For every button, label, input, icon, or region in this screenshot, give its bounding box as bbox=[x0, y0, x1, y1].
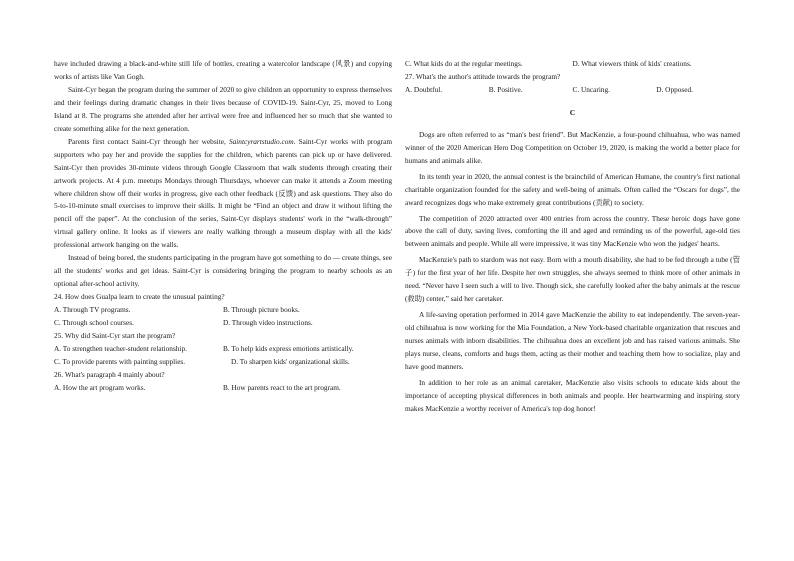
option-d[interactable]: D. To sharpen kids' organizational skills. bbox=[231, 356, 350, 366]
passage-paragraph: A life-saving operation performed in 2014 gave MacKenzie the ability to eat independently. The seven-year-old chihuahua is now working for the Mia Foundation, a New York-based charitable organization that rescues and nurses animals with inborn disabilities. The chihuahua does an excellent job and has raised various animals. She plays nurse, cleans, comforts and hugs them, acting as their mother and teaching them how to socialize, play and have good manners. bbox=[405, 310, 740, 372]
passage-paragraph: The competition of 2020 attracted over 400 entries from across the country. These heroic dogs have gone above the call of duty, saving lives, comforting the ill and aged and reminding us of the powerful, age-old ties between animals and people. While all were impressive, it was tiny MacKenzie who won the judges' hearts. bbox=[405, 213, 740, 249]
option-b[interactable]: B. To help kids express emotions artistically. bbox=[223, 343, 354, 353]
option-d[interactable]: D. Through video instructions. bbox=[223, 318, 313, 328]
question-26-options-row bbox=[54, 382, 392, 395]
option-c[interactable]: C. Uncaring. bbox=[572, 84, 610, 94]
question-27-options-row bbox=[405, 84, 740, 97]
option-c[interactable]: C. What kids do at the regular meetings. bbox=[405, 59, 523, 68]
option-a[interactable]: A. How the art program works. bbox=[54, 382, 146, 392]
option-c[interactable]: C. Through school courses. bbox=[54, 318, 134, 328]
right-column bbox=[405, 58, 740, 416]
question-25-stem: 25. Why did Saint-Cyr start the program? bbox=[54, 331, 176, 341]
question-26-stem: 26. What's paragraph 4 mainly about? bbox=[54, 369, 165, 379]
paragraph-text: Parents first contact Saint-Cyr through her website, bbox=[68, 136, 229, 146]
option-a[interactable]: A. To strengthen teacher-student relationship. bbox=[54, 343, 187, 353]
option-c[interactable]: C. To provide parents with painting supplies. bbox=[54, 356, 186, 366]
passage-paragraph: In its tenth year in 2020, the annual contest is the brainchild of American Humane, the country's first national charitable organization founded for the safety and well-being of animals. Often called the “Oscars for dogs”, the award recognizes dogs who make extremely great contributions (贡献) to society. bbox=[405, 171, 740, 207]
passage-paragraph: Saint-Cyr began the program during the summer of 2020 to give children an opportunity to express themselves and their feelings during dramatic changes in their lives because of COVID-19. Saint-Cyr, 25, moved to Long Island at 8. The programs she attended after her arrival were free and influenced her so much that she wanted to create something alike for the next generation. bbox=[54, 84, 392, 133]
question-25-options-row bbox=[54, 356, 392, 369]
section-title: C bbox=[569, 107, 576, 117]
passage-paragraph: MacKenzie's path to stardom was not easy. Born with a mouth disability, she had to be fed through a tube (管子) for the first year of her life. Despite her own struggles, she always seemed to think more of other animals in need. “Never have I seen such a will to live. Though sick, she carefully looked after the baby animals at the rescue (救助) center,” said her caretaker. bbox=[405, 255, 740, 304]
option-d[interactable]: D. Opposed. bbox=[656, 84, 693, 94]
option-a[interactable]: A. Through TV programs. bbox=[54, 305, 131, 315]
website-name: Saintcyrartstudio.com bbox=[228, 136, 294, 146]
option-b[interactable]: B. How parents react to the art program. bbox=[223, 382, 341, 392]
question-24-stem: 24. How does Gualpa learn to create the unusual painting? bbox=[54, 292, 225, 302]
paragraph-text: . Saint-Cyr works with program supporters who pay her and provide the supplies for the children, which parents can pick up or have delivered. Saint-Cyr then provides 30-minute videos through Google Classroom that walk students through creating their artwork projects. At 4 p.m. meetups Mondays through Thursdays, whoever can make it attends a Zoom meeting where children show off their works in progress, give each other feedback (反馈) and ask questions. They also do 5-to-10-minute small exercises to improve their skills. It might be “Find an object and draw it without lifting the pencil off the paper”. At the conclusion of the series, Saint-Cyr displays students' work in the “walk-through” virtual gallery online. It looks as if viewers are really walking through a museum display with all the kids' professional artwork hanging on the walls. bbox=[54, 136, 393, 250]
passage-paragraph: In addition to her role as an animal caretaker, MacKenzie also visits schools to educate kids about the importance of accepting physical differences in both animals and people. Her heartwarming and inspiring story makes MacKenzie a worthy receiver of America's top dog honor! bbox=[405, 377, 740, 413]
passage-paragraph: have included drawing a black-and-white still life of bottles, creating a watercolor landscape (风景) and copying works of artists like Van Gogh. bbox=[54, 59, 392, 81]
option-b[interactable]: B. Positive. bbox=[488, 84, 523, 94]
question-26-options-row bbox=[405, 58, 740, 71]
option-a[interactable]: A. Doubtful. bbox=[405, 84, 443, 94]
question-25-options-row bbox=[54, 343, 392, 356]
question-24-options-row bbox=[54, 304, 392, 317]
passage-paragraph bbox=[54, 136, 392, 253]
passage-paragraph: Dogs are often referred to as “man's best friend”. But MacKenzie, a four-pound chihuahua, who was named winner of the 2020 American Hero Dog Competition on October 19, 2020, is making the world a better place for humans and animals alike. bbox=[405, 129, 740, 165]
option-b[interactable]: B. Through picture books. bbox=[223, 305, 300, 315]
option-d[interactable]: D. What viewers think of kids' creations. bbox=[572, 59, 692, 68]
question-27-stem: 27. What's the author's attitude towards the program? bbox=[405, 71, 561, 81]
left-column bbox=[54, 58, 392, 395]
question-24-options-row bbox=[54, 317, 392, 330]
passage-paragraph: Instead of being bored, the students participating in the program have got something to do — create things, see all the students' works and get ideas. Saint-Cyr is considering bringing the program to nearby schools as an optional after-school activity. bbox=[54, 253, 392, 289]
